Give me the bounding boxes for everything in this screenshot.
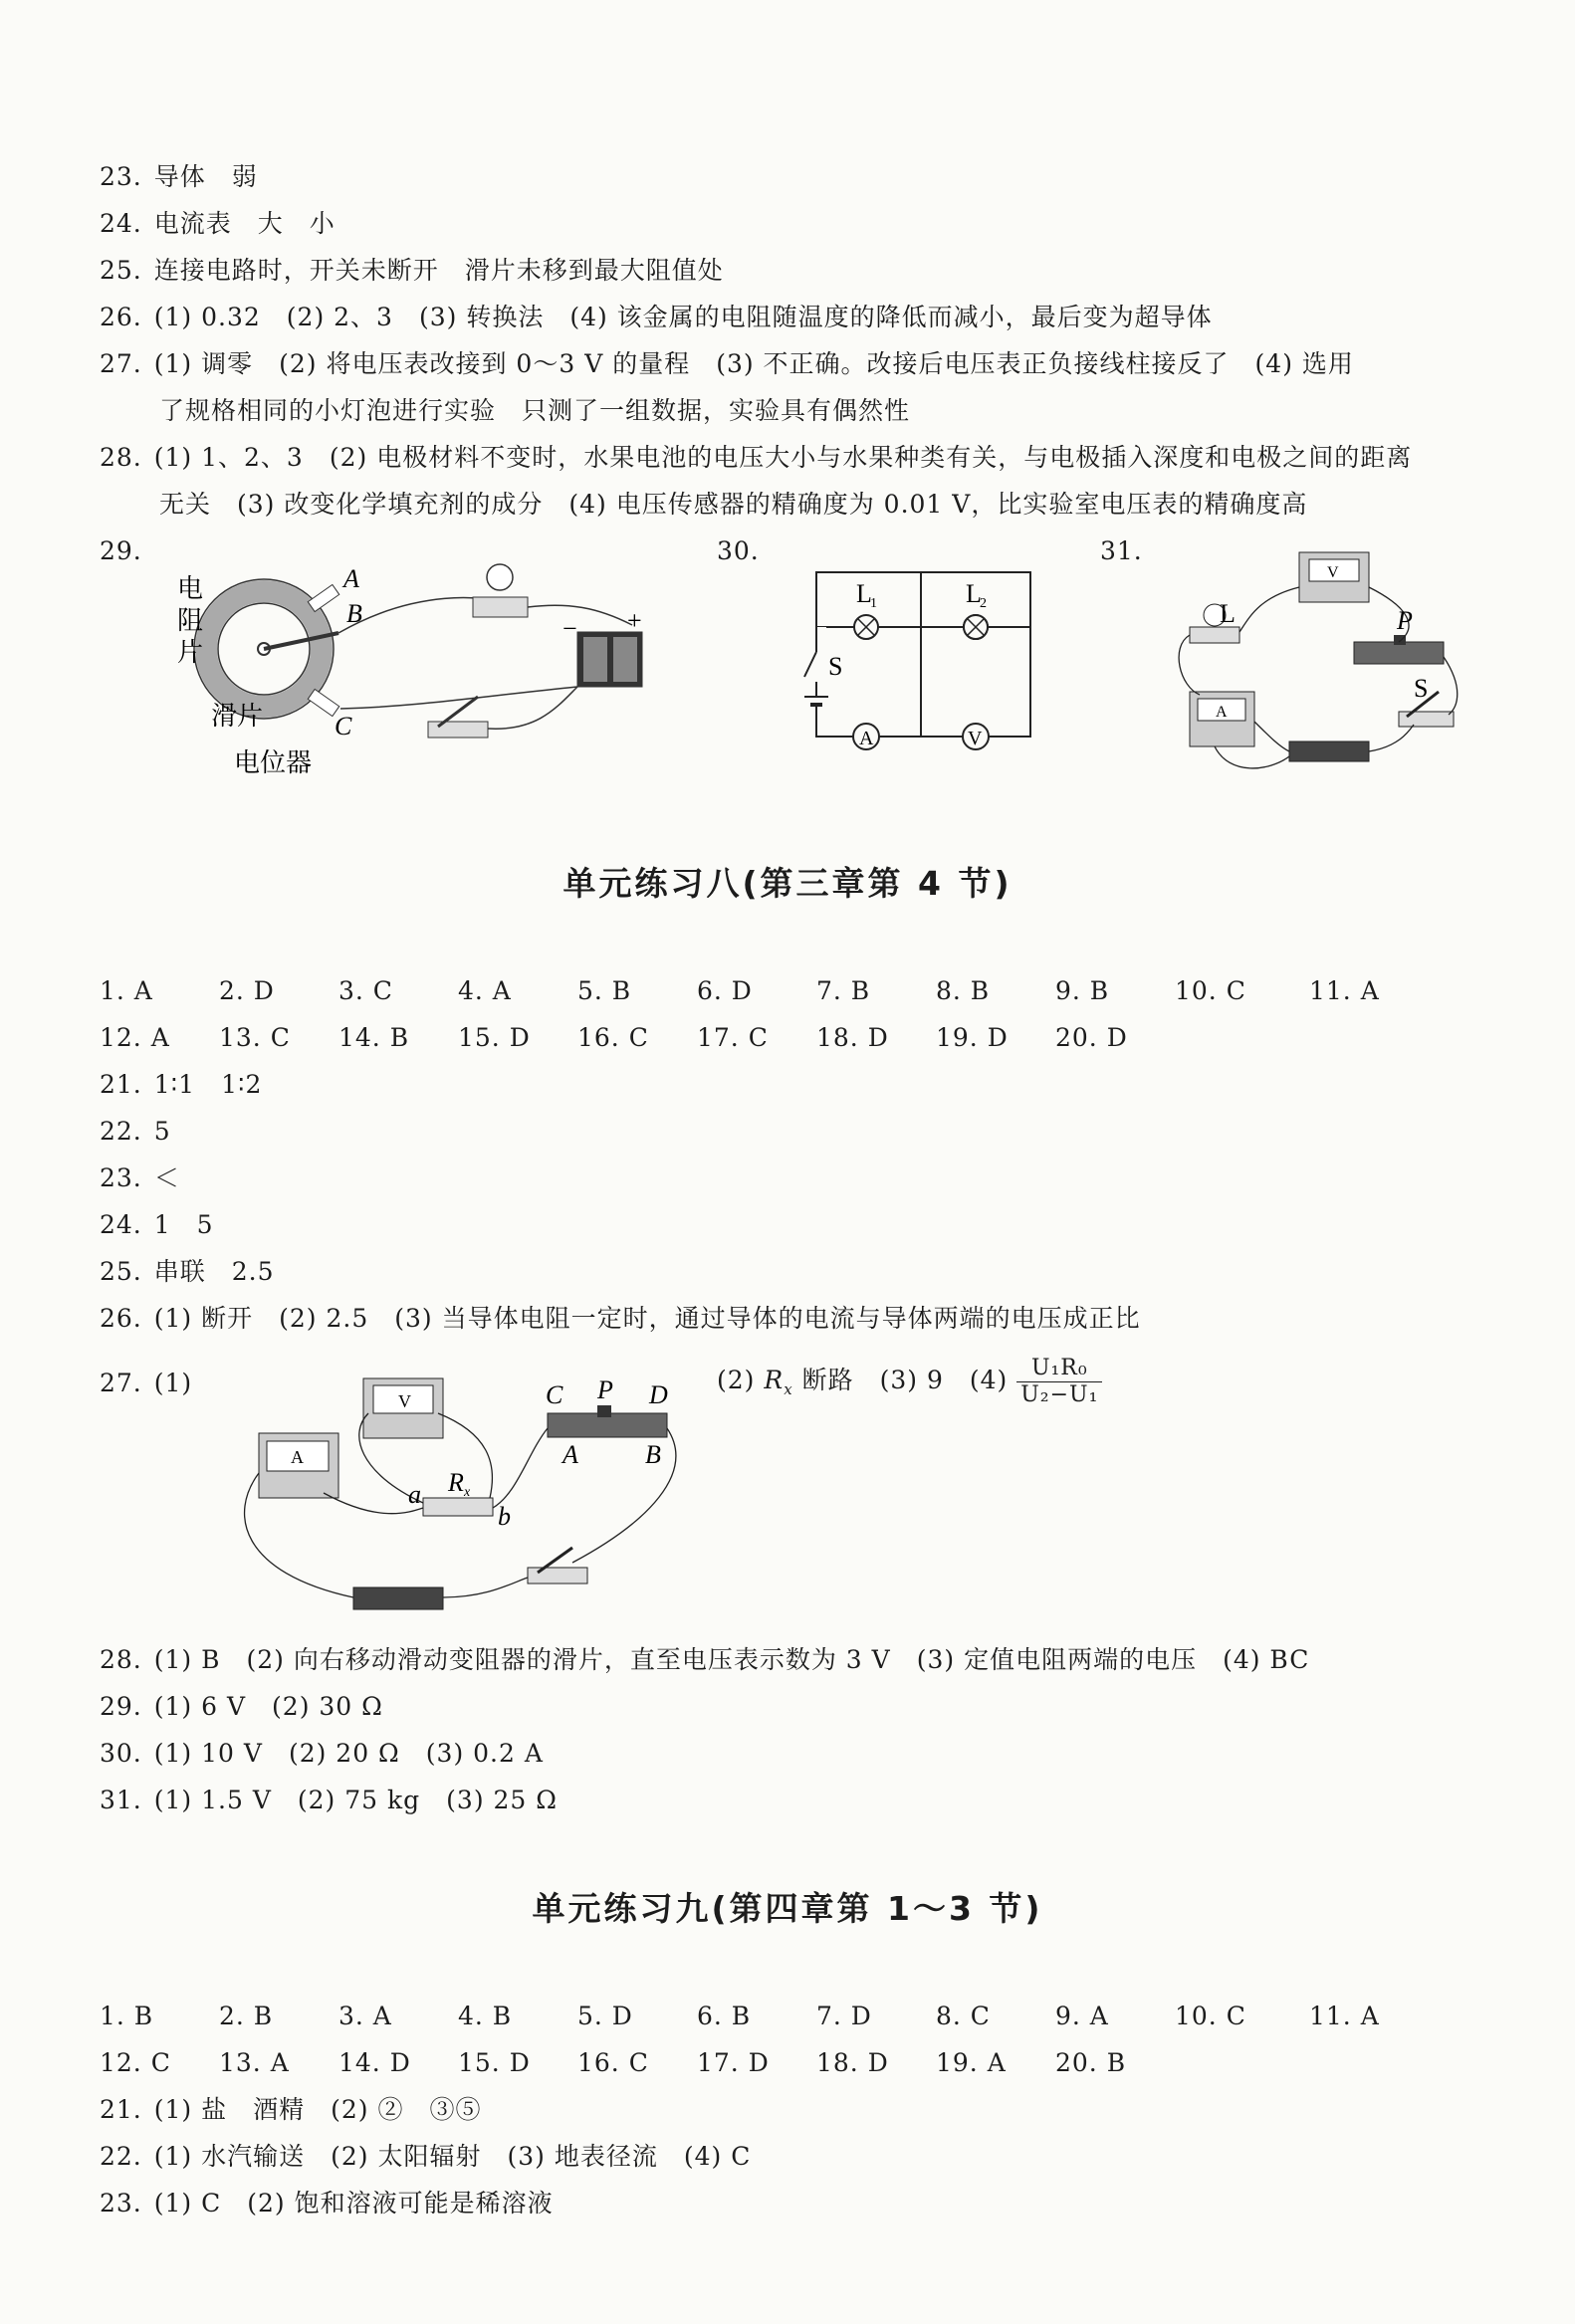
mc-answer: 19. A [936, 2048, 1007, 2077]
label-pian: 片 [177, 638, 204, 667]
mc-answer: 14. B [338, 1023, 410, 1052]
mc-answer: 11. A [1309, 2002, 1380, 2030]
label-pa: a [408, 1480, 421, 1509]
figure-30-circuit [787, 557, 1045, 756]
label-p: P [1397, 606, 1413, 635]
terminal-b: B [346, 599, 362, 628]
mc-answer: 13. A [219, 2048, 290, 2077]
label-pb: b [498, 1502, 511, 1531]
mc-answer: 15. D [458, 2048, 531, 2077]
answer-27-cont: 了规格相同的小灯泡进行实验 只测了一组数据，实验具有偶然性 [159, 396, 911, 425]
fraction-answer: $\frac{\text{U₁R₀}}{\text{U₂−U₁}}$ [1016, 1356, 1102, 1408]
mc-answer: 6. D [697, 976, 753, 1005]
label-l2-sub: 2 [980, 596, 987, 611]
unit9-mc-row1 [100, 2001, 1444, 2032]
mc-answer: 15. D [458, 1023, 531, 1052]
answer-28-cont: 无关 (3) 改变化学填充剂的成分 (4) 电压传感器的精确度为 0.01 V，比实验室电压表的精确度高 [159, 490, 1308, 519]
u8-answer-26: 26. (1) 断开 (2) 2.5 (3) 当导体电阻一定时，通过导体的电流与导体两端的电压成正比 [100, 1304, 1141, 1333]
figure-27-circuit [229, 1373, 707, 1622]
mc-answer: 3. A [338, 2002, 392, 2030]
answer-23: 23. 导体 弱 [100, 162, 258, 191]
u9-answer-21: 21. (1) 盐 酒精 (2) ② ③⑤ [100, 2095, 482, 2124]
resistor-rx [423, 1498, 493, 1516]
answer-24: 24. 电流表 大 小 [100, 209, 336, 238]
battery-plus: + [627, 606, 642, 635]
mc-answer: 7. D [816, 2002, 872, 2030]
u8-answer-27-rest: (2) $R_x$ 断路 (3) 9 (4) $\frac{\text{U₁R₀}}{\text{U₂−U₁}}$ [717, 1356, 1102, 1408]
mc-answer: 10. C [1175, 976, 1246, 1005]
u8-answer-22: 22. 5 [100, 1117, 171, 1146]
battery [1289, 741, 1369, 761]
mc-answer: 20. D [1055, 1023, 1128, 1052]
label-d: D [649, 1380, 668, 1409]
answer-31-num: 31. [1100, 536, 1143, 565]
mc-answer: 11. A [1309, 976, 1380, 1005]
label-a: A [859, 728, 874, 749]
mc-answer: 9. B [1055, 976, 1110, 1005]
label-v: V [968, 728, 983, 749]
mc-answer: 12. C [100, 2048, 171, 2077]
battery [353, 1587, 443, 1609]
mc-answer: 18. D [816, 2048, 889, 2077]
u8-answer-23: 23. ＜ [100, 1163, 180, 1192]
mc-answer: 13. C [219, 1023, 291, 1052]
mc-answer: 2. D [219, 976, 275, 1005]
label-b27: B [645, 1440, 661, 1469]
mc-answer: 6. B [697, 2002, 752, 2030]
label-s: S [828, 652, 843, 681]
mc-answer: 1. A [100, 976, 153, 1005]
answer-25: 25. 连接电路时，开关未断开 滑片未移到最大阻值处 [100, 256, 724, 285]
label-slider: 滑片 [211, 702, 264, 731]
label-l1: L [856, 579, 872, 608]
rx-symbol: R [764, 1366, 785, 1394]
battery-minus: − [562, 614, 577, 643]
unit8-title: 单元练习八(第三章第 4 节) [562, 864, 1012, 903]
u8-answer-30: 30. (1) 10 V (2) 20 Ω (3) 0.2 A [100, 1739, 544, 1768]
u9-answer-22: 22. (1) 水汽输送 (2) 太阳辐射 (3) 地表径流 (4) C [100, 2142, 752, 2171]
label-v31: V [1327, 564, 1339, 581]
mc-answer: 5. B [577, 976, 632, 1005]
label-dian: 电 [177, 574, 204, 603]
mc-answer: 14. D [338, 2048, 411, 2077]
mc-answer: 3. C [338, 976, 393, 1005]
u8-answer-24: 24. 1 5 [100, 1210, 214, 1239]
mc-answer: 12. A [100, 1023, 170, 1052]
u8-answer-25: 25. 串联 2.5 [100, 1257, 275, 1286]
mc-answer: 20. B [1055, 2048, 1127, 2077]
figure-31-physical-circuit [1170, 547, 1468, 776]
u8-answer-27: 27. (1) [100, 1369, 193, 1397]
mc-answer: 16. C [577, 1023, 649, 1052]
figure-29-potentiometer [159, 557, 677, 786]
label-a31: A [1216, 704, 1228, 721]
terminal-c: C [335, 712, 352, 740]
answer-27: 27. (1) 调零 (2) 将电压表改接到 0～3 V 的量程 (3) 不正确。改接后电压表正负接线柱接反了 (4) 选用 [100, 349, 1354, 378]
mc-answer: 7. B [816, 976, 871, 1005]
label-am27: A [291, 1447, 304, 1467]
mc-answer: 19. D [936, 1023, 1009, 1052]
rheostat [1354, 642, 1444, 664]
mc-answer: 10. C [1175, 2002, 1246, 2030]
unit9-mc-row2 [100, 2047, 1175, 2079]
u8-answer-21: 21. 1∶1 1∶2 [100, 1070, 263, 1099]
mc-answer: 8. C [936, 2002, 991, 2030]
mc-answer: 17. C [697, 1023, 769, 1052]
answer-29-num: 29. [100, 536, 142, 565]
unit8-mc-row2 [100, 1022, 1175, 1054]
answer-28: 28. (1) 1、2、3 (2) 电极材料不变时，水果电池的电压大小与水果种类有关，与电极插入深度和电极之间的距离 [100, 443, 1413, 472]
unit8-mc-row1 [100, 975, 1444, 1007]
label-v27: V [398, 1391, 411, 1411]
label-s31: S [1414, 674, 1429, 703]
label-zu: 阻 [177, 606, 204, 635]
unit9-title: 单元练习九(第四章第 1～3 节) [532, 1889, 1043, 1928]
u8-answer-29: 29. (1) 6 V (2) 30 Ω [100, 1692, 383, 1721]
label-rx: R [448, 1468, 464, 1497]
label-l: L [1220, 599, 1236, 628]
mc-answer: 16. C [577, 2048, 649, 2077]
answer-26: 26. (1) 0.32 (2) 2、3 (3) 转换法 (4) 该金属的电阻随温度的降低而减小，最后变为超导体 [100, 303, 1213, 331]
mc-answer: 4. B [458, 2002, 513, 2030]
u8-answer-28: 28. (1) B (2) 向右移动滑动变阻器的滑片，直至电压表示数为 3 V (3) 定值电阻两端的电压 (4) BC [100, 1645, 1310, 1674]
label-p27: P [597, 1375, 613, 1404]
u8-answer-31: 31. (1) 1.5 V (2) 75 kg (3) 25 Ω [100, 1786, 558, 1814]
u9-answer-23: 23. (1) C (2) 饱和溶液可能是稀溶液 [100, 2189, 554, 2218]
mc-answer: 2. B [219, 2002, 274, 2030]
label-rx-sub: x [464, 1485, 471, 1500]
mc-answer: 9. A [1055, 2002, 1109, 2030]
label-l2: L [966, 579, 982, 608]
mc-answer: 18. D [816, 1023, 889, 1052]
terminal-a: A [343, 564, 359, 593]
mc-answer: 8. B [936, 976, 991, 1005]
label-potentiometer: 电位器 [234, 748, 313, 777]
answer-30-num: 30. [717, 536, 760, 565]
mc-answer: 1. B [100, 2002, 154, 2030]
label-c: C [546, 1380, 563, 1409]
mc-answer: 5. D [577, 2002, 633, 2030]
mc-answer: 4. A [458, 976, 512, 1005]
label-l1-sub: 1 [870, 596, 877, 611]
label-a27: A [562, 1440, 578, 1469]
mc-answer: 17. D [697, 2048, 770, 2077]
